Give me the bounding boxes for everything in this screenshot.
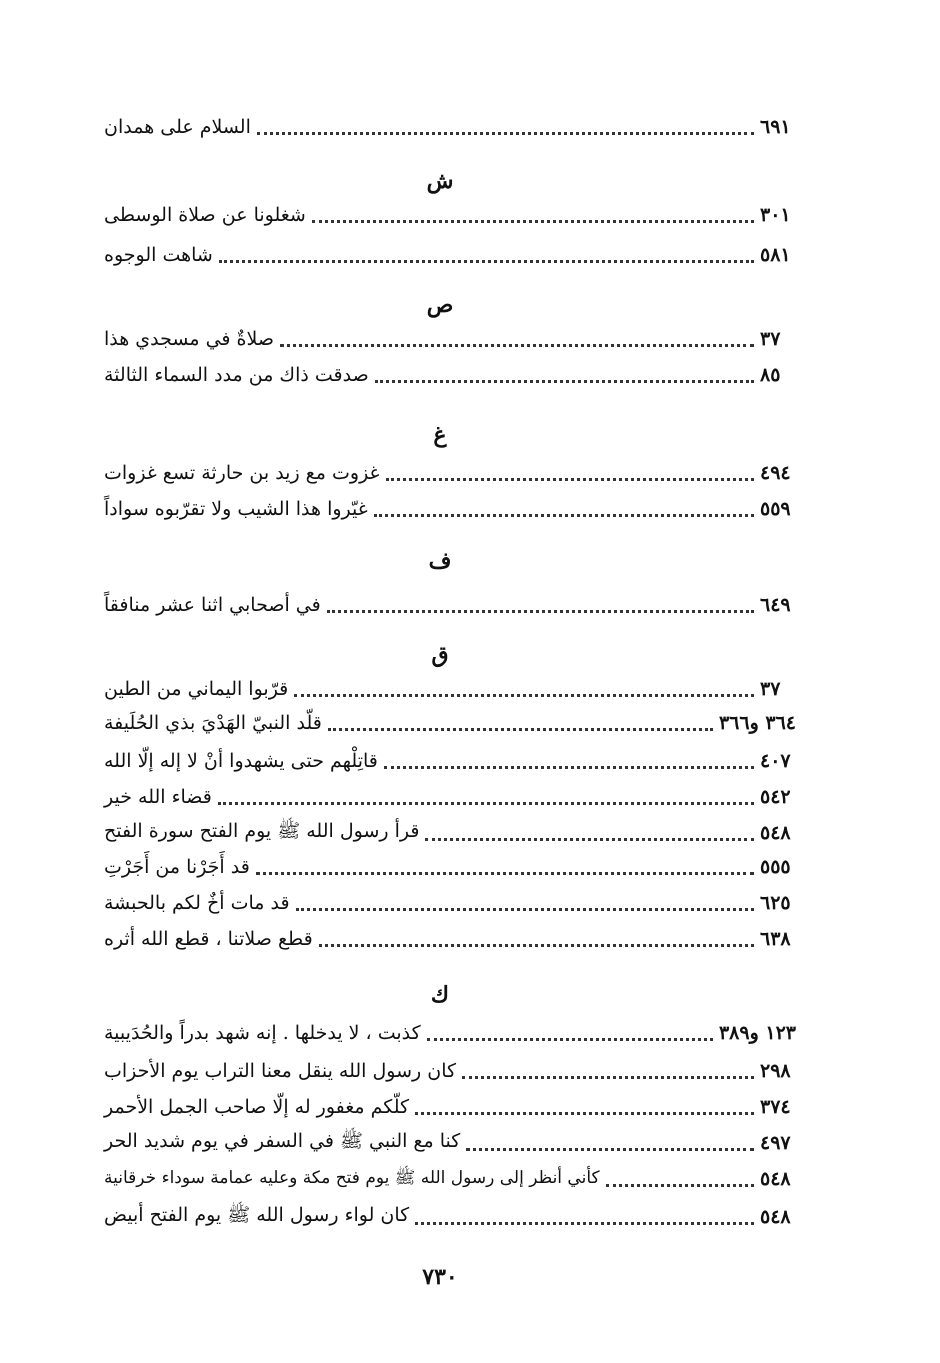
entry-text: قد أَجَرْنا من أَجَرْتِ: [104, 856, 250, 878]
entry-text: قد مات أخٌ لكم بالحبشة: [104, 892, 290, 914]
entry-page-number: ٥٤٨: [760, 1206, 791, 1228]
dot-leader: [384, 764, 754, 769]
entry-text: السلام على همدان: [104, 116, 251, 138]
dot-leader: [427, 1036, 713, 1041]
page-number: ٧٣٠: [422, 1264, 458, 1290]
entry-page-number: ٣٧٤: [760, 1096, 791, 1118]
index-entry: [96, 1056, 796, 1086]
dot-leader: [218, 800, 754, 805]
entry-page-number: ٥٥٩: [760, 498, 791, 520]
entry-page-number: ٥٥٥: [760, 856, 791, 878]
dot-leader: [606, 1182, 754, 1187]
index-entry: [96, 1092, 796, 1122]
entry-text: شغلونا عن صلاة الوسطى: [104, 204, 306, 226]
entry-text: قرأ رسول الله ﷺ يوم الفتح سورة الفتح: [104, 820, 420, 842]
entry-page-number: ٦٤٩: [760, 594, 791, 616]
dot-leader: [374, 512, 754, 517]
dot-leader: [328, 726, 713, 731]
entry-page-number: ٦٢٥: [760, 892, 791, 914]
entry-page-number: ٣٧: [760, 678, 781, 700]
entry-page-number: ٤٩٧: [760, 1132, 791, 1154]
index-entry: [96, 708, 796, 738]
entry-text: غزوت مع زيد بن حارثة تسع غزوات: [104, 462, 380, 484]
entry-page-number: ٣٧: [760, 328, 781, 350]
entry-text: صدقت ذاك من مدد السماء الثالثة: [104, 364, 369, 386]
entry-page-number: ٦٣٨: [760, 928, 791, 950]
dot-leader: [319, 942, 754, 947]
dot-leader: [294, 692, 754, 697]
dot-leader: [296, 906, 754, 911]
index-entry: [96, 782, 796, 812]
section-letter-heading: ش: [426, 168, 454, 194]
entry-text: قطع صلاتنا ، قطع الله أثره: [104, 928, 313, 950]
entry-page-number: ٥٤٨: [760, 822, 791, 844]
entry-text: قاتِلْهم حتى يشهدوا أنْ لا إله إلّا الله: [104, 750, 378, 772]
index-entry: [96, 360, 796, 390]
dot-leader: [280, 342, 754, 347]
entry-text: صلاةٌ في مسجدي هذا: [104, 328, 274, 350]
index-entry: [96, 494, 796, 524]
section-letter-heading: ق: [431, 642, 449, 668]
entry-page-number: ٥٨١: [760, 244, 791, 266]
entry-text: غيّروا هذا الشيب ولا تقرّبوه سواداً: [104, 498, 368, 520]
entry-text: قلّد النبيّ الهَدْيَ بذي الحُلَيفة: [104, 712, 322, 734]
entry-text: قرّبوا اليماني من الطين: [104, 678, 289, 700]
entry-page-number: ٣٦٤ و٣٦٦: [718, 712, 796, 734]
index-entry: [96, 1164, 796, 1194]
index-entry: [96, 458, 796, 488]
index-entry: [96, 112, 796, 142]
entry-text: كنا مع النبي ﷺ في السفر في يوم شديد الحر: [104, 1130, 461, 1152]
index-entry: [96, 1128, 796, 1158]
index-entry: [96, 1202, 796, 1232]
section-letter-heading: ف: [428, 548, 452, 574]
entry-page-number: ٥٤٢: [760, 786, 791, 808]
entry-page-number: ٥٤٨: [760, 1168, 791, 1190]
dot-leader: [312, 218, 754, 223]
entry-text: كلّكم مغفور له إلّا صاحب الجمل الأحمر: [104, 1096, 410, 1118]
section-letter-heading: غ: [433, 422, 447, 448]
index-entry: [96, 590, 796, 620]
index-entry: [96, 240, 796, 270]
entry-page-number: ٨٥: [760, 364, 781, 386]
entry-text: كأني أنظر إلى رسول الله ﷺ يوم فتح مكة وعليه عمامة سوداء خرقانية: [104, 1167, 600, 1188]
dot-leader: [415, 1220, 754, 1225]
entry-text: كان لواء رسول الله ﷺ يوم الفتح أبيض: [104, 1204, 410, 1226]
entry-page-number: ٦٩١: [760, 116, 791, 138]
dot-leader: [466, 1146, 754, 1151]
dot-leader: [219, 258, 754, 263]
index-entry: [96, 818, 796, 848]
entry-page-number: ٣٠١: [760, 204, 791, 226]
entry-text: كان رسول الله ينقل معنا التراب يوم الأحزاب: [104, 1060, 457, 1082]
index-entry: [96, 852, 796, 882]
dot-leader: [327, 608, 754, 613]
entry-page-number: ٤٠٧: [760, 750, 791, 772]
index-entry: [96, 1018, 796, 1048]
index-entry: [96, 888, 796, 918]
entry-text: شاهت الوجوه: [104, 244, 213, 266]
dot-leader: [256, 870, 754, 875]
entry-text: في أصحابي اثنا عشر منافقاً: [104, 594, 321, 616]
entry-page-number: ٢٩٨: [760, 1060, 791, 1082]
index-entry: [96, 200, 796, 230]
section-letter-heading: ص: [426, 292, 454, 318]
dot-leader: [462, 1074, 754, 1079]
dot-leader: [425, 836, 754, 841]
index-entry: [96, 674, 796, 704]
entry-page-number: ٤٩٤: [760, 462, 791, 484]
entry-text: قضاء الله خير: [104, 786, 212, 808]
entry-text: كذبت ، لا يدخلها . إنه شهد بدراً والحُدَيبية: [104, 1022, 421, 1044]
dot-leader: [375, 378, 754, 383]
index-entry: [96, 746, 796, 776]
section-letter-heading: ك: [430, 982, 450, 1008]
index-entry: [96, 324, 796, 354]
index-entry: [96, 924, 796, 954]
dot-leader: [257, 130, 754, 135]
dot-leader: [415, 1110, 754, 1115]
dot-leader: [386, 476, 755, 481]
entry-page-number: ١٢٣ و٣٨٩: [718, 1022, 796, 1044]
